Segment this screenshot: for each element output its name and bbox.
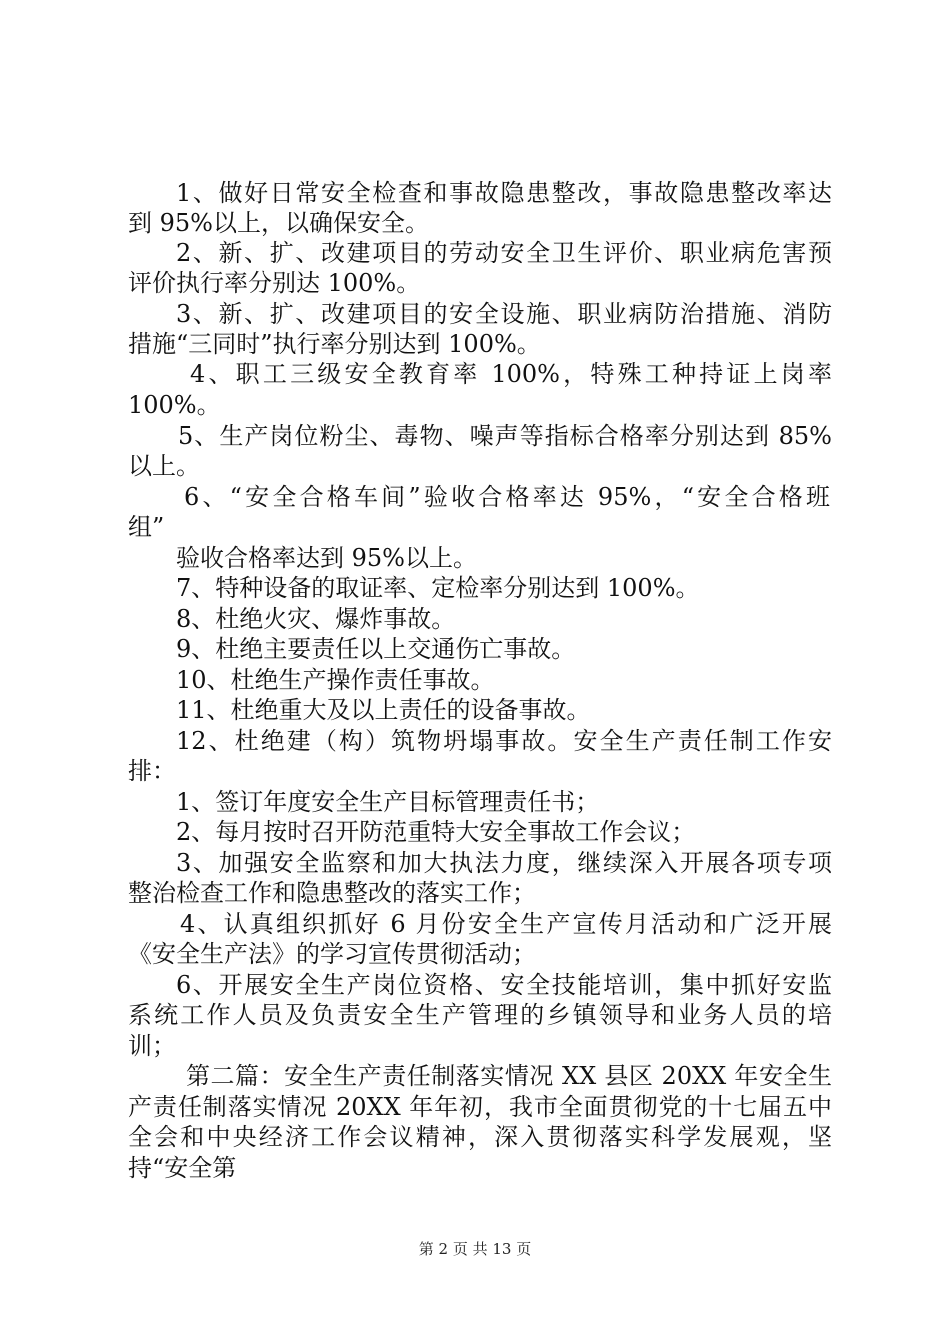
text-line: 9、杜绝主要责任以上交通伤亡事故。: [176, 635, 576, 663]
text-line: 4、认真组织抓好 6 月份安全生产宣传月活动和广泛开展: [180, 910, 832, 938]
text-line: 措施“三同时”执行率分别达到 100%。: [128, 330, 541, 358]
text-line: 训；: [128, 1032, 176, 1060]
text-line: 第二篇：安全生产责任制落实情况 XX 县区 20XX 年安全生: [186, 1062, 832, 1090]
text-line: 6、开展安全生产岗位资格、安全技能培训，集中抓好安监: [176, 971, 832, 999]
text-line: 验收合格率达到 95%以上。: [176, 544, 477, 572]
text-line: 1、做好日常安全检查和事故隐患整改，事故隐患整改率达: [176, 179, 832, 207]
text-line: 11、杜绝重大及以上责任的设备事故。: [176, 696, 591, 724]
text-line: 持“安全第: [128, 1154, 237, 1182]
text-line: 10、杜绝生产操作责任事故。: [176, 666, 495, 694]
text-line: 5、生产岗位粉尘、毒物、噪声等指标合格率分别达到 85%: [178, 422, 832, 450]
text-line: 3、新、扩、改建项目的安全设施、职业病防治措施、消防: [176, 300, 832, 328]
text-line: 8、杜绝火灾、爆炸事故。: [176, 605, 456, 633]
text-line: 整治检查工作和隐患整改的落实工作；: [128, 879, 536, 907]
text-line: 以上。: [128, 452, 200, 480]
text-line: 4、职工三级安全教育率 100%，特殊工种持证上岗率: [190, 360, 832, 388]
text-line: 排：: [128, 757, 176, 785]
text-line: 7、特种设备的取证率、定检率分别达到 100%。: [176, 574, 700, 602]
text-line: 6、“安全合格车间”验收合格率达 95%，“安全合格班: [184, 483, 830, 511]
text-line: 12、杜绝建（构）筑物坍塌事故。安全生产责任制工作安: [176, 727, 832, 755]
text-line: 系统工作人员及负责安全生产管理的乡镇领导和业务人员的培: [128, 1001, 832, 1029]
text-line: 2、新、扩、改建项目的劳动安全卫生评价、职业病危害预: [176, 239, 832, 267]
text-line: 2、每月按时召开防范重特大安全事故工作会议；: [176, 818, 696, 846]
text-line: 组”: [128, 513, 165, 541]
text-line: 《安全生产法》的学习宣传贯彻活动；: [128, 940, 536, 968]
page-number: 第 2 页 共 13 页: [418, 1240, 532, 1258]
text-line: 3、加强安全监察和加大执法力度，继续深入开展各项专项: [176, 849, 832, 877]
text-line: 产责任制落实情况 20XX 年年初，我市全面贯彻党的十七届五中: [128, 1093, 832, 1121]
text-line: 评价执行率分别达 100%。: [128, 269, 421, 297]
text-line: 100%。: [128, 391, 221, 419]
text-line: 到 95%以上，以确保安全。: [128, 209, 429, 237]
text-line: 1、签订年度安全生产目标管理责任书；: [176, 788, 600, 816]
text-line: 全会和中央经济工作会议精神，深入贯彻落实科学发展观，坚: [128, 1123, 832, 1151]
